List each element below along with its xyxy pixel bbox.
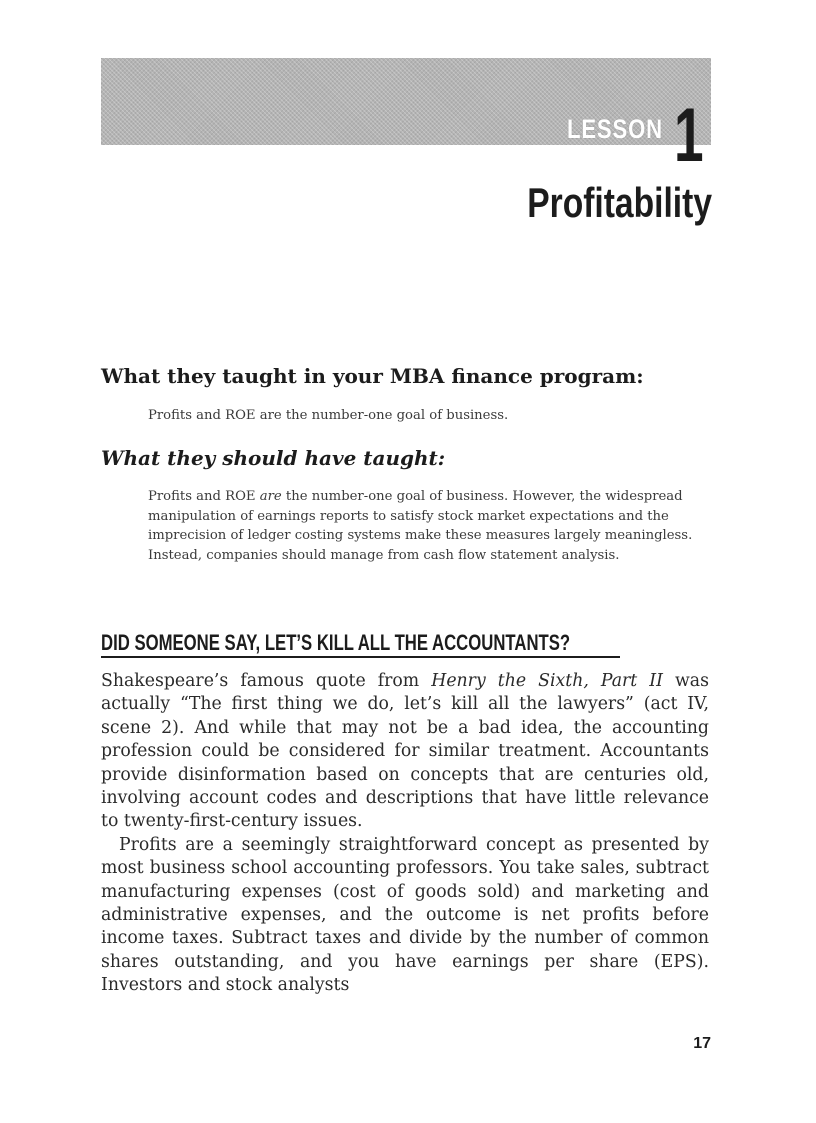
body-paragraph-1 <box>101 670 709 834</box>
p1-suffix: was actually “The first thing we do, let’s kill all the lawyers” (act IV, scene 2). And while that may not be a bad idea, the accounting profession could be considered for similar treatment. Accountants provide disinformation based on concepts that are centuries old, involving account codes and descriptions that have little relevance to twenty-first-century issues. <box>101 671 709 832</box>
p1-prefix: Shakespeare’s famous quote from <box>101 671 432 691</box>
lesson-label: LESSON <box>567 114 663 144</box>
taught-body: Profits and ROE are the number-one goal of business. <box>148 408 509 423</box>
should-body <box>148 487 708 565</box>
section-heading: DID SOMEONE SAY, LET’S KILL ALL THE ACCOUNTANTS? <box>101 630 571 655</box>
should-body-suffix: the number-one goal of business. However, the widespread manipulation of earnings reports to satisfy stock market expectations and the imprecision of ledger costing systems make these measures largely meaningless. Instead, companies should manage from cash flow statement analysis. <box>148 489 693 563</box>
lesson-number: 1 <box>674 93 704 178</box>
chapter-title: Profitability <box>527 179 712 226</box>
section-rule <box>101 656 620 658</box>
should-body-emphasis: are <box>259 489 282 504</box>
taught-heading: What they taught in your MBA finance program: <box>101 364 644 388</box>
p1-title: Henry the Sixth, Part II <box>431 671 663 691</box>
page-number: 17 <box>693 1035 711 1052</box>
should-body-prefix: Profits and ROE <box>148 489 260 504</box>
should-heading: What they should have taught: <box>101 446 446 470</box>
body-paragraph-2: Profits are a seemingly straightforward concept as presented by most business school accounting professors. You take sales, subtract manufacturing expenses (cost of goods sold) and marketing and administrative expenses, and the outcome is net profits before income taxes. Subtract taxes and divide by the number of common shares outstanding, and you have earnings per share (EPS). Investors and stock analysts <box>101 834 709 996</box>
body-text <box>101 670 709 998</box>
